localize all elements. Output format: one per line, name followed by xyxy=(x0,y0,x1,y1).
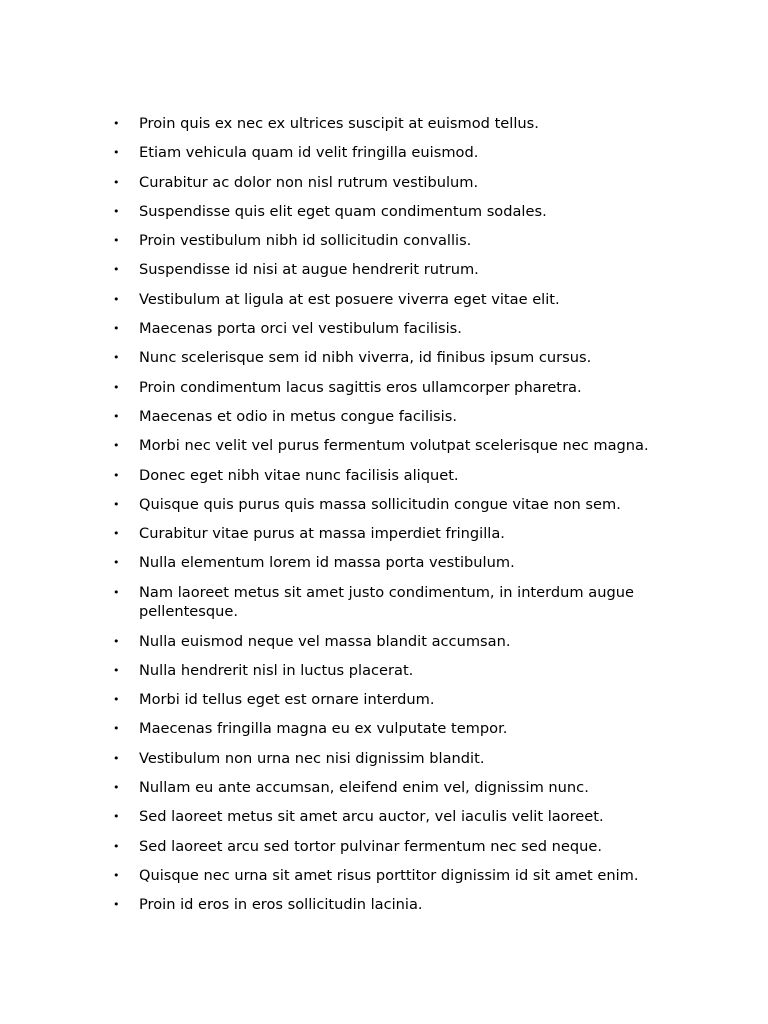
bullet-marker: • xyxy=(113,898,120,912)
list-item xyxy=(110,524,680,544)
bullet-marker: • xyxy=(113,351,120,365)
bullet-marker: • xyxy=(113,322,120,336)
list-item xyxy=(110,436,680,456)
list-item-text: Quisque nec urna sit amet risus porttitor dignissim id sit amet enim. xyxy=(139,866,639,884)
list-item xyxy=(110,719,680,739)
list-item-text: Maecenas et odio in metus congue facilisis. xyxy=(139,407,457,425)
list-item-text: Donec eget nibh vitae nunc facilisis aliquet. xyxy=(139,466,459,484)
list-item-text: Suspendisse id nisi at augue hendrerit rutrum. xyxy=(139,261,479,279)
bullet-marker: • xyxy=(113,117,120,130)
list-item xyxy=(110,319,680,339)
bullet-marker: • xyxy=(113,556,120,570)
list-item-text: Vestibulum non urna nec nisi dignissim blandit. xyxy=(139,749,485,767)
list-item-text: Morbi id tellus eget est ornare interdum. xyxy=(139,691,435,709)
bullet-marker: • xyxy=(113,468,120,482)
list-item xyxy=(110,553,680,573)
list-item-text: Proin quis ex nec ex ultrices suscipit at euismod tellus. xyxy=(139,115,539,132)
list-item xyxy=(110,632,680,652)
list-item-text: Nulla elementum lorem id massa porta vestibulum. xyxy=(139,554,515,572)
list-item xyxy=(110,173,680,193)
list-item xyxy=(110,866,680,886)
list-item xyxy=(110,202,680,222)
list-item-text: Proin id eros in eros sollicitudin lacinia. xyxy=(139,896,423,914)
list-item-text: Nunc scelerisque sem id nibh viverra, id finibus ipsum cursus. xyxy=(139,349,592,367)
list-item-text: Curabitur vitae purus at massa imperdiet fringilla. xyxy=(139,525,505,543)
list-item-text: Etiam vehicula quam id velit fringilla euismod. xyxy=(139,144,479,162)
bullet-marker: • xyxy=(113,527,120,541)
list-item-text: Sed laoreet metus sit amet arcu auctor, vel iaculis velit laoreet. xyxy=(139,808,604,826)
list-item xyxy=(110,114,680,134)
list-item xyxy=(110,143,680,163)
list-item-text: Suspendisse quis elit eget quam condimentum sodales. xyxy=(139,202,547,220)
list-item xyxy=(110,290,680,310)
bullet-marker: • xyxy=(113,868,120,882)
bullet-marker: • xyxy=(113,234,120,248)
list-item xyxy=(110,807,680,827)
bullet-marker: • xyxy=(113,380,120,394)
bullet-marker: • xyxy=(113,693,120,707)
list-item xyxy=(110,661,680,681)
bullet-marker: • xyxy=(113,292,120,306)
list-item xyxy=(110,583,680,622)
list-item-text: Nulla hendrerit nisl in luctus placerat. xyxy=(139,661,414,679)
list-item xyxy=(110,407,680,427)
bullet-marker: • xyxy=(113,722,120,736)
list-item xyxy=(110,778,680,798)
bullet-marker: • xyxy=(113,263,120,277)
bullet-marker: • xyxy=(113,663,120,677)
bullet-marker: • xyxy=(113,439,120,453)
list-item xyxy=(110,749,680,769)
list-item xyxy=(110,837,680,857)
list-item xyxy=(110,348,680,368)
list-item-text: Proin vestibulum nibh id sollicitudin convallis. xyxy=(139,232,472,250)
list-item-text: Vestibulum at ligula at est posuere viverra eget vitae elit. xyxy=(139,290,560,308)
bullet-marker: • xyxy=(113,409,120,423)
bullet-list xyxy=(110,114,680,925)
list-item-text: Quisque quis purus quis massa sollicitudin congue vitae non sem. xyxy=(139,495,621,513)
list-item xyxy=(110,260,680,280)
list-item-text: Sed laoreet arcu sed tortor pulvinar fermentum nec sed neque. xyxy=(139,837,602,855)
list-item xyxy=(110,378,680,398)
bullet-marker: • xyxy=(113,810,120,824)
list-item-text: Nam laoreet metus sit amet justo condimentum, in interdum augue pellentesque. xyxy=(139,583,634,621)
list-item-text: Curabitur ac dolor non nisl rutrum vestibulum. xyxy=(139,173,479,191)
bullet-marker: • xyxy=(113,146,120,160)
bullet-marker: • xyxy=(113,839,120,853)
list-item-text: Nulla euismod neque vel massa blandit accumsan. xyxy=(139,632,511,650)
list-item xyxy=(110,495,680,515)
list-item-text: Maecenas fringilla magna eu ex vulputate tempor. xyxy=(139,720,508,738)
bullet-marker: • xyxy=(113,497,120,511)
bullet-marker: • xyxy=(113,585,120,599)
list-item xyxy=(110,466,680,486)
list-item xyxy=(110,895,680,915)
bullet-marker: • xyxy=(113,204,120,218)
list-item xyxy=(110,231,680,251)
list-item-text: Maecenas porta orci vel vestibulum facilisis. xyxy=(139,320,462,338)
bullet-marker: • xyxy=(113,634,120,648)
list-item-text: Morbi nec velit vel purus fermentum volutpat scelerisque nec magna. xyxy=(139,437,649,455)
list-item xyxy=(110,690,680,710)
list-item-text: Proin condimentum lacus sagittis eros ullamcorper pharetra. xyxy=(139,378,582,396)
bullet-marker: • xyxy=(113,751,120,765)
bullet-marker: • xyxy=(113,781,120,795)
bullet-marker: • xyxy=(113,175,120,189)
list-item-text: Nullam eu ante accumsan, eleifend enim vel, dignissim nunc. xyxy=(139,779,589,797)
